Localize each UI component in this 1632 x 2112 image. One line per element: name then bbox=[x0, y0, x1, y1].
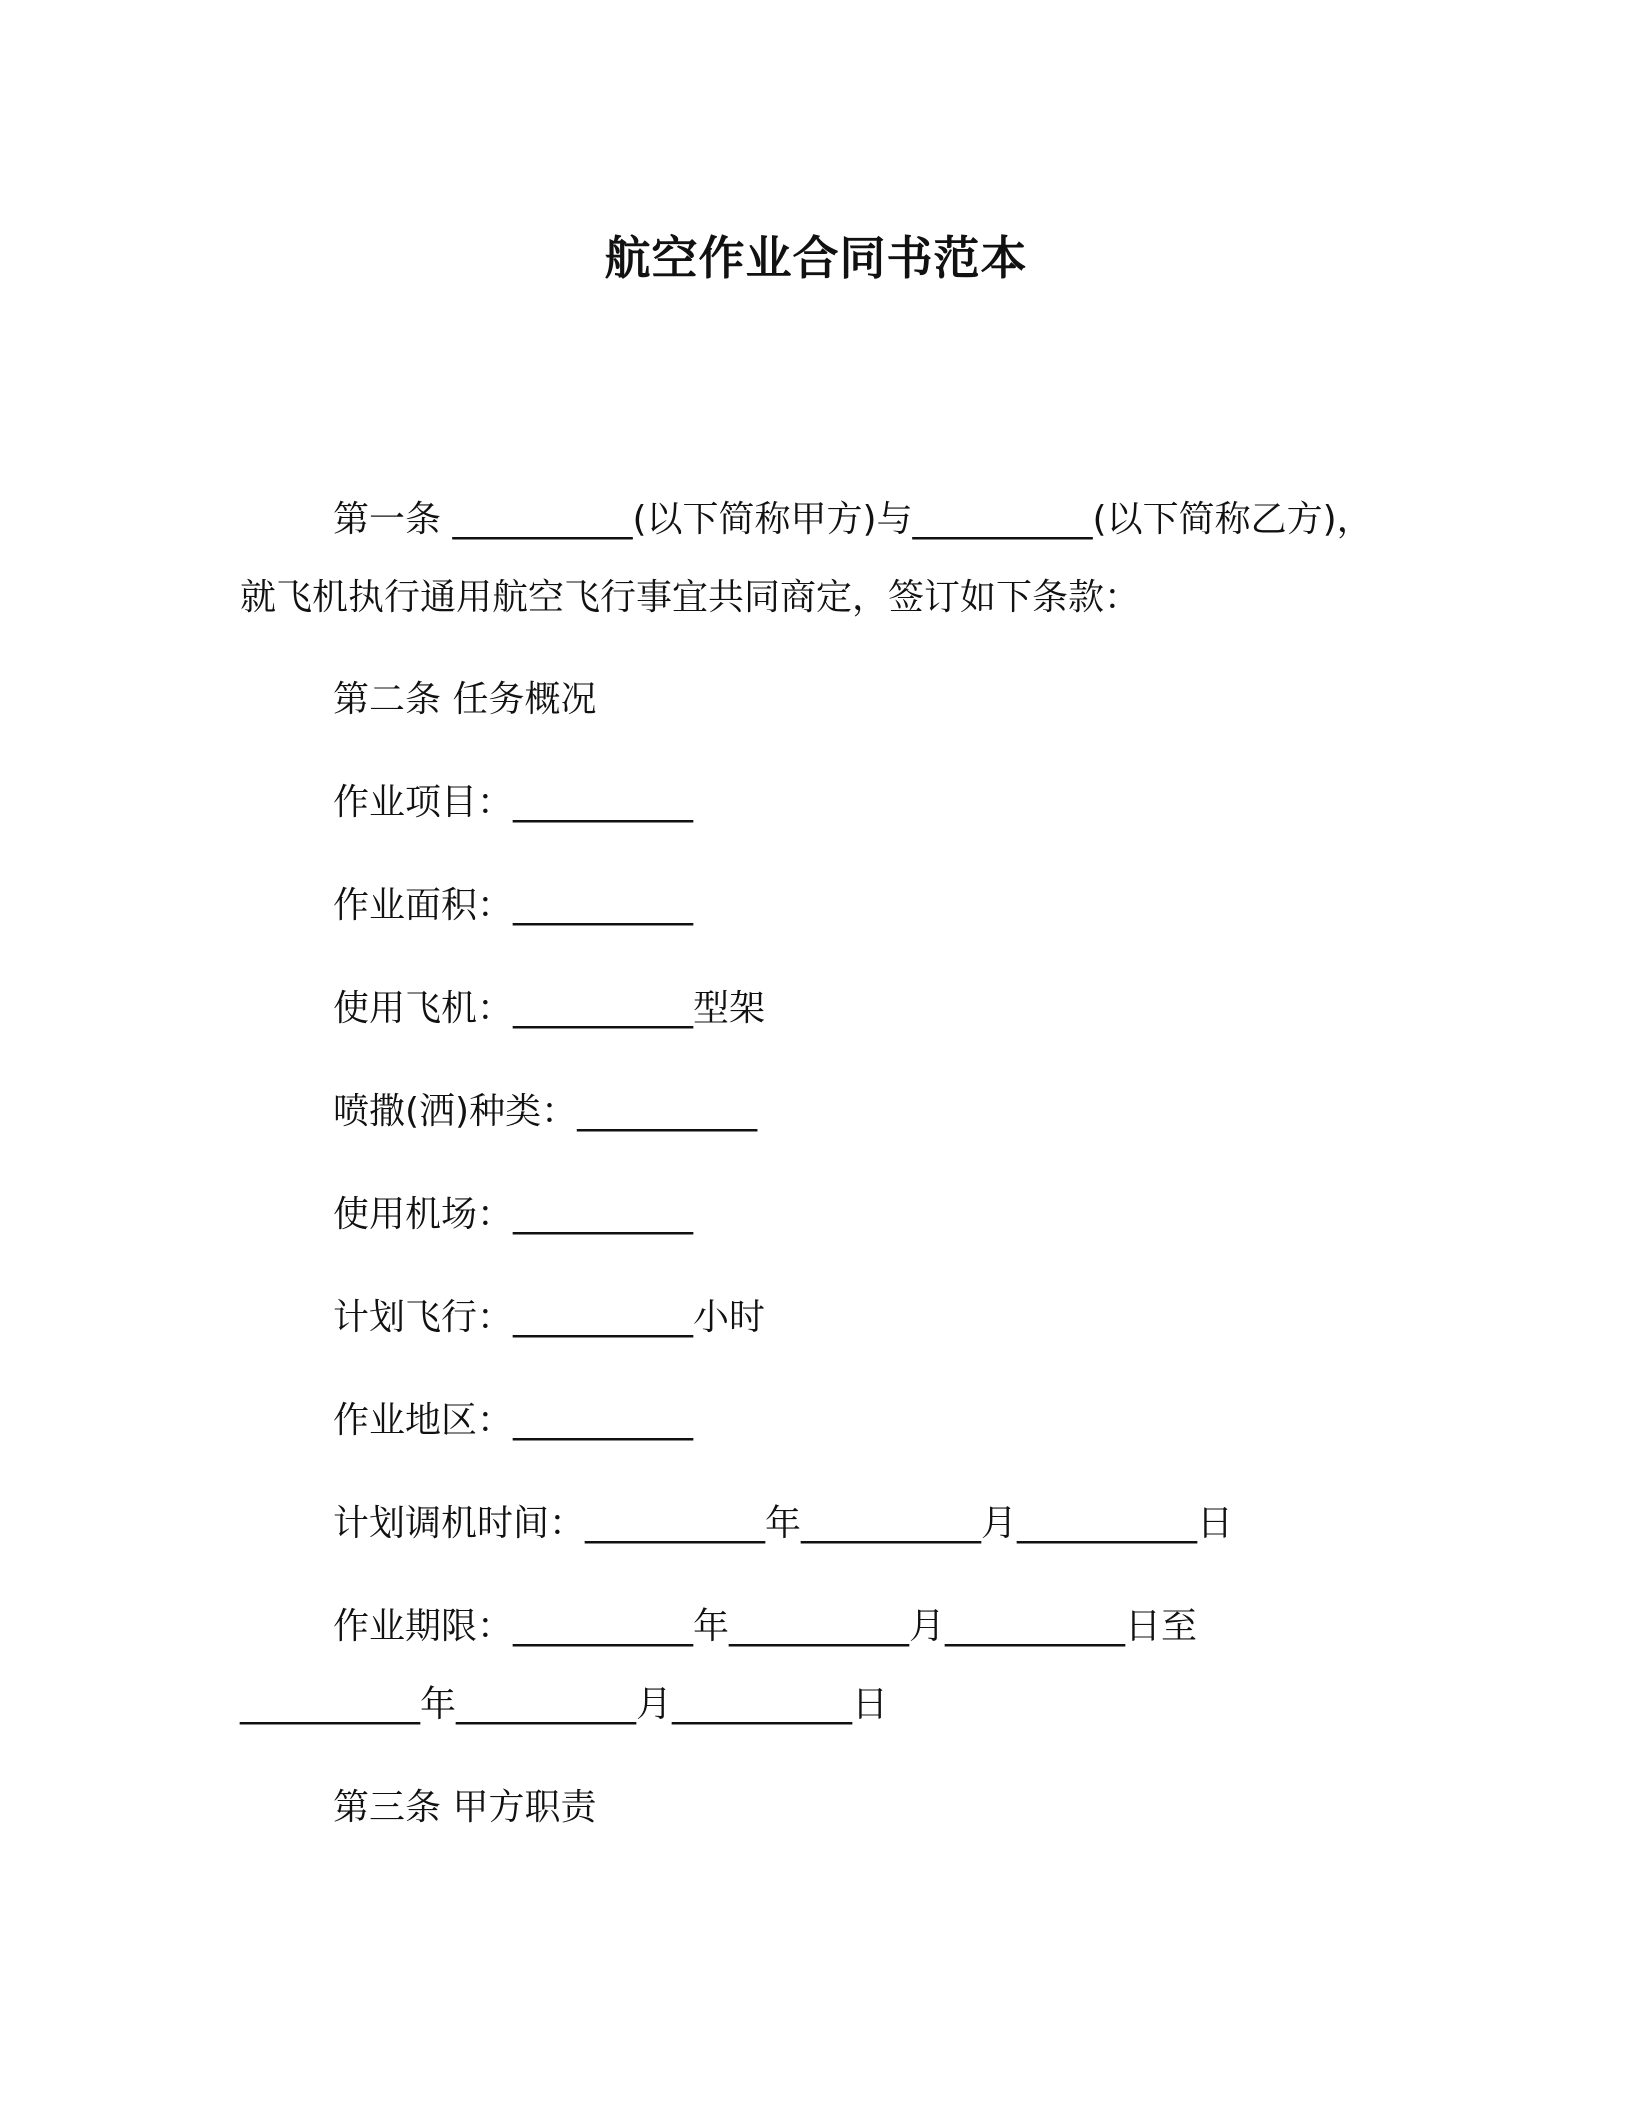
clause-1-line-2: 就飞机执行通用航空飞行事宜共同商定，签订如下条款： bbox=[240, 577, 1141, 618]
field-work-area: 作业面积：__________ bbox=[333, 885, 694, 926]
field-planned-flight: 计划飞行：__________小时 bbox=[333, 1297, 766, 1338]
field-work-period-line-1: 作业期限：__________年__________月__________日至 bbox=[333, 1606, 1198, 1647]
field-spray-type: 喷撒(洒)种类：__________ bbox=[333, 1091, 758, 1132]
field-airport: 使用机场：__________ bbox=[333, 1194, 694, 1235]
clause-1-line-1: 第一条 __________(以下简称甲方)与__________(以下简称乙方)， bbox=[333, 499, 1373, 540]
clause-3-heading: 第三条 甲方职责 bbox=[333, 1787, 597, 1828]
field-work-period-line-2: __________年__________月__________日 bbox=[240, 1684, 888, 1725]
document-title: 航空作业合同书范本 bbox=[604, 231, 1028, 285]
field-work-region: 作业地区：__________ bbox=[333, 1400, 694, 1441]
field-aircraft: 使用飞机：__________型架 bbox=[333, 988, 766, 1029]
field-dispatch-time: 计划调机时间：__________年__________月__________日 bbox=[333, 1503, 1234, 1544]
field-work-item: 作业项目：__________ bbox=[333, 782, 694, 823]
clause-2-heading: 第二条 任务概况 bbox=[333, 679, 597, 720]
